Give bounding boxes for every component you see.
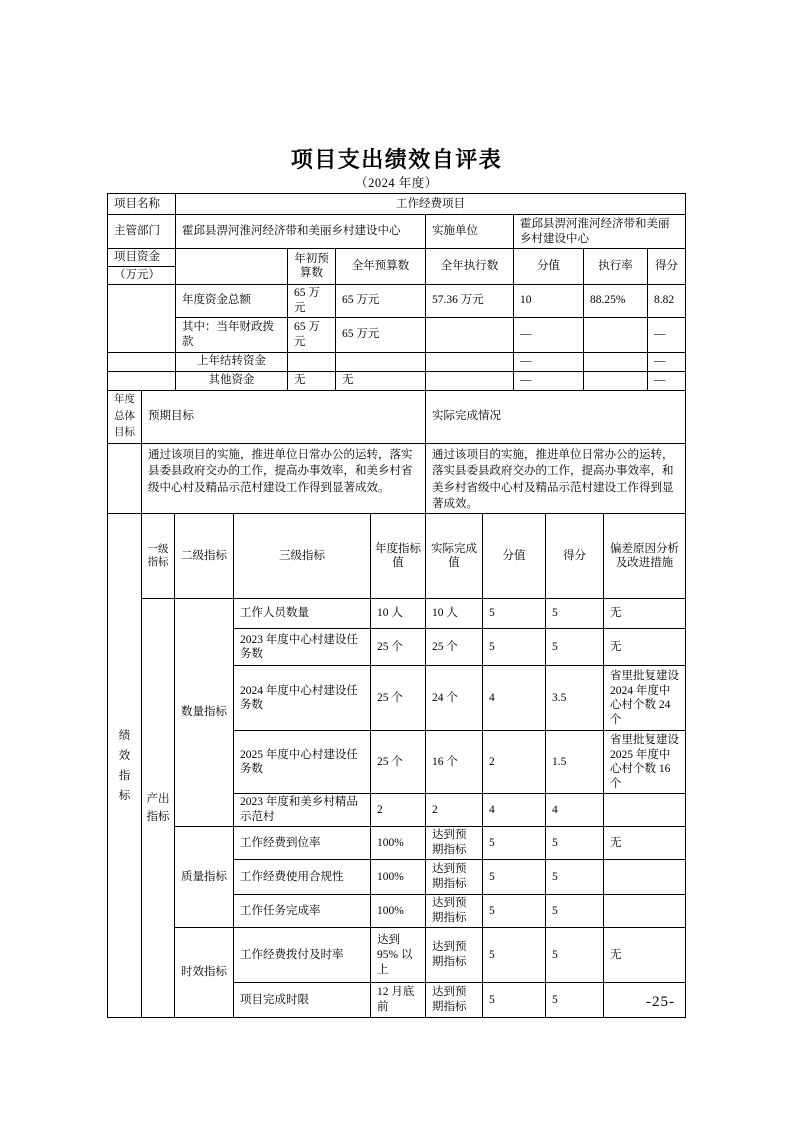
funding-annual — [336, 352, 426, 371]
funding-weight: 10 — [514, 284, 584, 317]
indicator-deviation: 无 — [604, 629, 686, 666]
table-row — [108, 284, 686, 317]
indicator-deviation — [604, 895, 686, 928]
header-level2: 二级指标 — [175, 514, 234, 599]
indicator-actual: 2 — [426, 794, 483, 827]
funding-rate: 88.25% — [584, 284, 648, 317]
indicator-name: 2023 年度中心村建设任务数 — [234, 629, 371, 666]
funding-weight: — — [514, 371, 584, 390]
funding-rate — [584, 352, 648, 371]
indicator-score: 1.5 — [546, 731, 604, 794]
funding-label-line1: 项目资金 — [108, 249, 175, 267]
header-level1: 一级指标 — [142, 514, 175, 599]
page-subtitle: （2024 年度） — [355, 176, 438, 190]
indicator-weight: 5 — [483, 599, 546, 629]
level1-output-label — [142, 599, 175, 1018]
indicator-target: 12 月底前 — [371, 983, 426, 1018]
indicator-target: 25 个 — [371, 731, 426, 794]
indicator-actual: 达到预期指标 — [426, 827, 483, 860]
indicator-score: 5 — [546, 629, 604, 666]
indicator-target: 10 人 — [371, 599, 426, 629]
dept-value: 霍邱县淠河淮河经济带和美丽乡村建设中心 — [176, 215, 426, 249]
table-row — [108, 317, 686, 352]
indicator-actual: 10 人 — [426, 599, 483, 629]
funding-annual: 65 万元 — [336, 317, 426, 352]
funding-rate — [584, 317, 648, 352]
impl-unit-value: 霍邱县淠河淮河经济带和美丽乡村建设中心 — [514, 215, 686, 249]
indicator-deviation: 省里批复建设 2025 年度中心村个数 16 个 — [604, 731, 686, 794]
expected-goal-text: 通过该项目的实施，推进单位日常办公的运转，落实县委县政府交办的工作，提高办事效率，和美乡村省级中心村及精品示范村建设工作得到显著成效。 — [142, 444, 426, 514]
funding-weight: — — [514, 352, 584, 371]
annual-goal-blank-cell — [108, 444, 142, 514]
actual-completion-text: 通过该项目的实施，推进单位日常办公的运转，落实县委县政府交办的工作，提高办事效率，和美乡村省级中心村及精品示范村建设工作得到显著成效。 — [426, 444, 686, 514]
group-timeliness-label: 时效指标 — [175, 928, 234, 1018]
col-header-exec-rate: 执行率 — [584, 249, 648, 285]
indicator-score: 5 — [546, 599, 604, 629]
header-deviation: 偏差原因分析及改进措施 — [604, 514, 686, 599]
annual-goal-label-text: 年度总体目标 — [114, 393, 135, 439]
dept-label: 主管部门 — [108, 215, 176, 249]
indicator-name: 2023 年度和美乡村精品示范村 — [234, 794, 371, 827]
indicator-weight: 2 — [483, 731, 546, 794]
funding-initial — [288, 352, 336, 371]
indicator-name: 工作任务完成率 — [234, 895, 371, 928]
actual-completion-label: 实际完成情况 — [426, 390, 686, 443]
indicator-deviation: 无 — [604, 827, 686, 860]
funding-weight: — — [514, 317, 584, 352]
funding-blank-cell — [176, 249, 288, 285]
indicator-score: 5 — [546, 860, 604, 895]
indicator-row — [108, 928, 686, 983]
project-name-label: 项目名称 — [108, 194, 176, 215]
group-quantity-label: 数量指标 — [175, 599, 234, 827]
indicator-score: 4 — [546, 794, 604, 827]
funding-row-name: 其他资金 — [176, 371, 288, 390]
annual-goal-label — [108, 390, 142, 443]
funding-row-name: 其中：当年财政拨款 — [176, 317, 288, 352]
table-row — [108, 371, 686, 390]
table-row — [108, 390, 686, 443]
indicator-target: 100% — [371, 860, 426, 895]
indicator-weight: 5 — [483, 860, 546, 895]
indicator-score: 3.5 — [546, 666, 604, 731]
funding-blank-cell — [108, 352, 176, 371]
funding-initial: 65 万元 — [288, 284, 336, 317]
indicator-name: 项目完成时限 — [234, 983, 371, 1018]
funding-row-name: 上年结转资金 — [176, 352, 288, 371]
indicators-header-row — [108, 514, 686, 599]
header-actual-value: 实际完成值 — [426, 514, 483, 599]
indicator-deviation: 无 — [604, 928, 686, 983]
indicator-actual: 达到预期指标 — [426, 983, 483, 1018]
col-header-weight: 分值 — [514, 249, 584, 285]
indicator-name: 2024 年度中心村建设任务数 — [234, 666, 371, 731]
indicator-actual: 25 个 — [426, 629, 483, 666]
indicators-table — [107, 513, 686, 1018]
indicator-target: 25 个 — [371, 629, 426, 666]
page-title: 项目支出绩效自评表 — [290, 147, 503, 172]
indicator-deviation — [604, 860, 686, 895]
col-header-initial-budget: 年初预算数 — [288, 249, 336, 285]
funding-score: — — [648, 371, 686, 390]
funding-annual: 无 — [336, 371, 426, 390]
impl-unit-label: 实施单位 — [426, 215, 514, 249]
indicator-row — [108, 599, 686, 629]
funding-blank-cell — [108, 371, 176, 390]
indicator-actual: 24 个 — [426, 666, 483, 731]
table-row — [108, 249, 686, 285]
indicator-score: 5 — [546, 827, 604, 860]
col-header-score: 得分 — [648, 249, 686, 285]
indicator-target: 100% — [371, 895, 426, 928]
indicator-score: 5 — [546, 928, 604, 983]
col-header-annual-budget: 全年预算数 — [336, 249, 426, 285]
expected-goal-label: 预期目标 — [142, 390, 426, 443]
funding-row-name: 年度资金总额 — [176, 284, 288, 317]
funding-executed — [426, 371, 514, 390]
funding-score: 8.82 — [648, 284, 686, 317]
basic-funding-table — [107, 193, 686, 391]
indicator-deviation: 省里批复建设 2024 年度中心村个数 24 个 — [604, 666, 686, 731]
header-weight: 分值 — [483, 514, 546, 599]
indicator-actual: 达到预期指标 — [426, 895, 483, 928]
table-row — [108, 444, 686, 514]
table-row — [108, 194, 686, 215]
indicator-weight: 5 — [483, 895, 546, 928]
funding-initial: 无 — [288, 371, 336, 390]
page-number: -25- — [646, 994, 675, 1010]
evaluation-table — [107, 193, 685, 1018]
indicator-weight: 5 — [483, 827, 546, 860]
indicator-actual: 达到预期指标 — [426, 928, 483, 983]
header-target-value: 年度指标值 — [371, 514, 426, 599]
table-row — [108, 352, 686, 371]
indicator-weight: 5 — [483, 928, 546, 983]
funding-executed: 57.36 万元 — [426, 284, 514, 317]
table-row — [108, 215, 686, 249]
col-header-executed: 全年执行数 — [426, 249, 514, 285]
indicator-weight: 4 — [483, 666, 546, 731]
funding-label-line2: （万元） — [114, 268, 160, 281]
funding-label-cell — [108, 249, 176, 285]
funding-executed — [426, 317, 514, 352]
header-level3: 三级指标 — [234, 514, 371, 599]
indicator-weight: 4 — [483, 794, 546, 827]
indicator-name: 工作经费使用合规性 — [234, 860, 371, 895]
project-name-value: 工作经费项目 — [176, 194, 686, 215]
funding-blank-cell — [108, 284, 176, 352]
indicator-name: 2025 年度中心村建设任务数 — [234, 731, 371, 794]
funding-executed — [426, 352, 514, 371]
indicator-deviation: 无 — [604, 599, 686, 629]
indicator-weight: 5 — [483, 983, 546, 1018]
group-quality-label: 质量指标 — [175, 827, 234, 928]
funding-annual: 65 万元 — [336, 284, 426, 317]
indicator-score: 5 — [546, 895, 604, 928]
funding-score: — — [648, 352, 686, 371]
indicator-target: 25 个 — [371, 666, 426, 731]
annual-goal-table — [107, 390, 686, 515]
indicator-target: 100% — [371, 827, 426, 860]
indicator-deviation — [604, 794, 686, 827]
indicator-target: 2 — [371, 794, 426, 827]
indicator-row — [108, 827, 686, 860]
funding-score: — — [648, 317, 686, 352]
indicator-name: 工作经费到位率 — [234, 827, 371, 860]
performance-section-label-text: 绩效指标 — [118, 729, 131, 802]
indicator-actual: 16 个 — [426, 731, 483, 794]
indicator-name: 工作经费拨付及时率 — [234, 928, 371, 983]
indicator-actual: 达到预期指标 — [426, 860, 483, 895]
level1-output-label-text: 产出指标 — [146, 792, 170, 824]
header-score: 得分 — [546, 514, 604, 599]
funding-initial: 65 万元 — [288, 317, 336, 352]
indicator-name: 工作人员数量 — [234, 599, 371, 629]
indicator-target: 达到 95% 以上 — [371, 928, 426, 983]
funding-rate — [584, 371, 648, 390]
indicator-score: 5 — [546, 983, 604, 1018]
indicator-weight: 5 — [483, 629, 546, 666]
performance-section-label — [108, 514, 142, 1018]
